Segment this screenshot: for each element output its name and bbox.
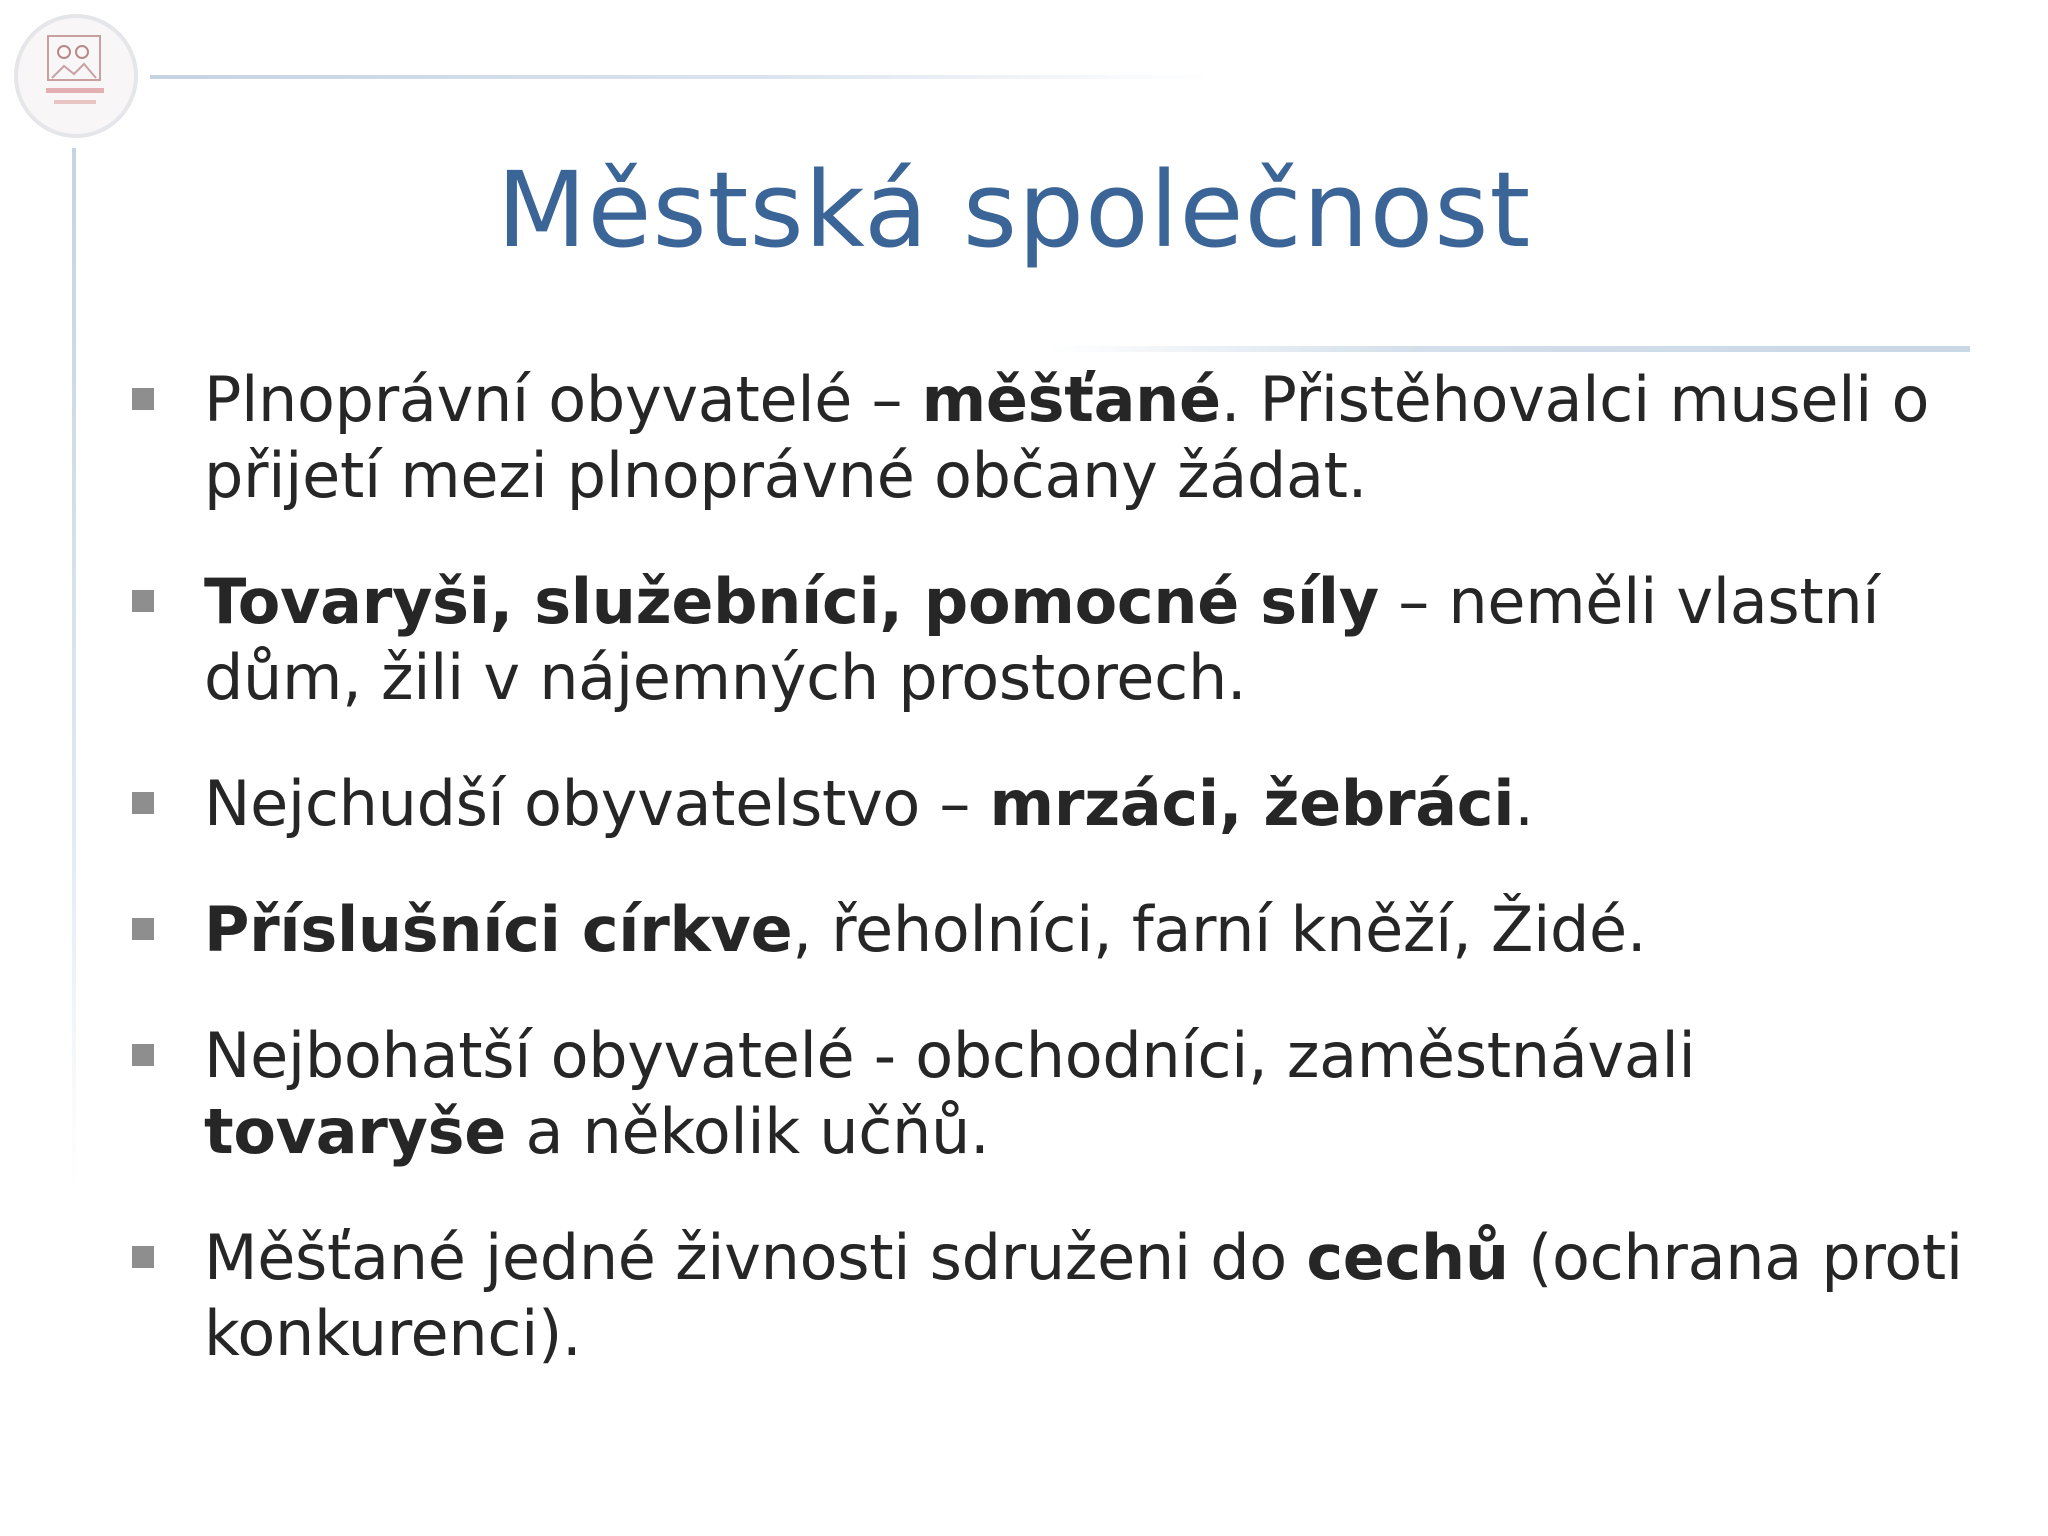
bullet-text-bold: Příslušníci církve	[204, 893, 793, 966]
bullet-text: (ochrana proti konkurenci).	[204, 1221, 1963, 1370]
bullet-text: . Přistěhovalci museli o přijetí mezi plnoprávné občany žádat.	[204, 363, 1930, 512]
bullet-text: a několik učňů.	[506, 1095, 990, 1168]
bullet-item	[132, 362, 1972, 514]
square-bullet-icon	[132, 388, 154, 410]
square-bullet-icon	[132, 1246, 154, 1268]
square-bullet-icon	[132, 1044, 154, 1066]
bullet-text-bold: cechů	[1306, 1221, 1509, 1294]
bullet-item	[132, 892, 1972, 968]
bullet-text: .	[1514, 767, 1534, 840]
bullet-item	[132, 564, 1972, 716]
bullet-text: Nejbohatší obyvatelé - obchodníci, zaměstnávali	[204, 1019, 1696, 1092]
bullet-text-bold: měšťané	[921, 363, 1221, 436]
bullet-text: – neměli vlastní dům, žili v nájemných prostorech.	[204, 565, 1880, 714]
bullet-text: Měšťané jedné živnosti sdruženi do	[204, 1221, 1307, 1294]
decorative-line-left	[72, 148, 76, 1188]
square-bullet-icon	[132, 792, 154, 814]
bullet-text-bold: mrzáci, žebráci	[989, 767, 1515, 840]
square-bullet-icon	[132, 590, 154, 612]
bullet-item	[132, 1220, 1972, 1372]
bullet-text-bold: tovaryše	[204, 1095, 507, 1168]
bullet-item	[132, 1018, 1972, 1170]
bullet-list	[132, 362, 1972, 1422]
bullet-text-bold: Tovaryši, služebníci, pomocné síly	[204, 565, 1379, 638]
slide-title: Městská společnost	[496, 149, 1532, 271]
bullet-text: Plnoprávní obyvatelé –	[204, 363, 922, 436]
bullet-text: , řeholníci, farní kněží, Židé.	[792, 893, 1647, 966]
bullet-item	[132, 766, 1972, 842]
title-container	[0, 140, 2038, 280]
square-bullet-icon	[132, 918, 154, 940]
decorative-line-top	[150, 75, 1210, 79]
bullet-text: Nejchudší obyvatelstvo –	[204, 767, 990, 840]
school-logo-icon	[14, 14, 138, 138]
title-underline	[1050, 346, 1970, 352]
logo-graphic	[18, 18, 134, 134]
